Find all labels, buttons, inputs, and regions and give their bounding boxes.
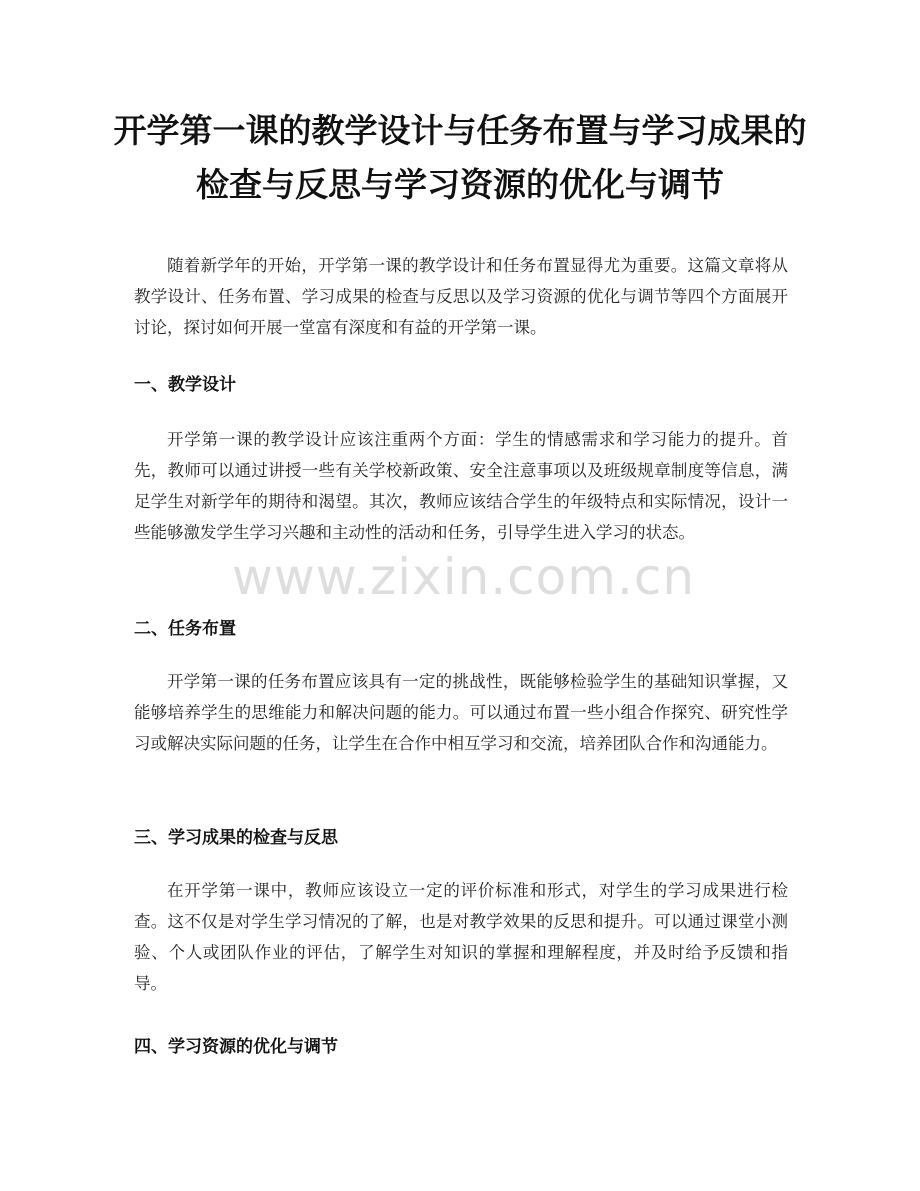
section-body-task-assignment: 开学第一课的任务布置应该具有一定的挑战性，既能够检验学生的基础知识掌握，又能够培养学生的思维能力和解决问题的能力。可以通过布置一些小组合作探究、研究性学习或解决实际问题的任务，让学生在合作中相互学习和交流，培养团队合作和沟通能力。	[134, 672, 788, 753]
section-heading-teaching-design: 一、教学设计	[134, 375, 236, 395]
section-heading-outcome-review: 三、学习成果的检查与反思	[134, 828, 338, 848]
watermark: www.zixin.com.cn	[232, 548, 696, 606]
section-heading-resource-optimization: 四、学习资源的优化与调节	[134, 1037, 338, 1057]
section-body-outcome-review: 在开学第一课中，教师应该设立一定的评价标准和形式，对学生的学习成果进行检查。这不仅是对学生学习情况的了解，也是对教学效果的反思和提升。可以通过课堂小测验、个人或团队作业的评估，了解学生对知识的掌握和理解程度，并及时给予反馈和指导。	[134, 881, 788, 993]
section-body-teaching-design: 开学第一课的教学设计应该注重两个方面：学生的情感需求和学习能力的提升。首先，教师可以通过讲授一些有关学校新政策、安全注意事项以及班级规章制度等信息，满足学生对新学年的期待和渴望。其次，教师应该结合学生的年级特点和实际情况，设计一些能够激发学生学习兴趣和主动性的活动和任务，引导学生进入学习的状态。	[134, 430, 788, 542]
intro-paragraph: 随着新学年的开始，开学第一课的教学设计和任务布置显得尤为重要。这篇文章将从教学设计、任务布置、学习成果的检查与反思以及学习资源的优化与调节等四个方面展开讨论，探讨如何开展一堂富有深度和有益的开学第一课。	[134, 256, 788, 337]
section-heading-task-assignment: 二、任务布置	[134, 619, 236, 639]
document-title: 开学第一课的教学设计与任务布置与学习成果的检查与反思与学习资源的优化与调节	[113, 111, 807, 204]
